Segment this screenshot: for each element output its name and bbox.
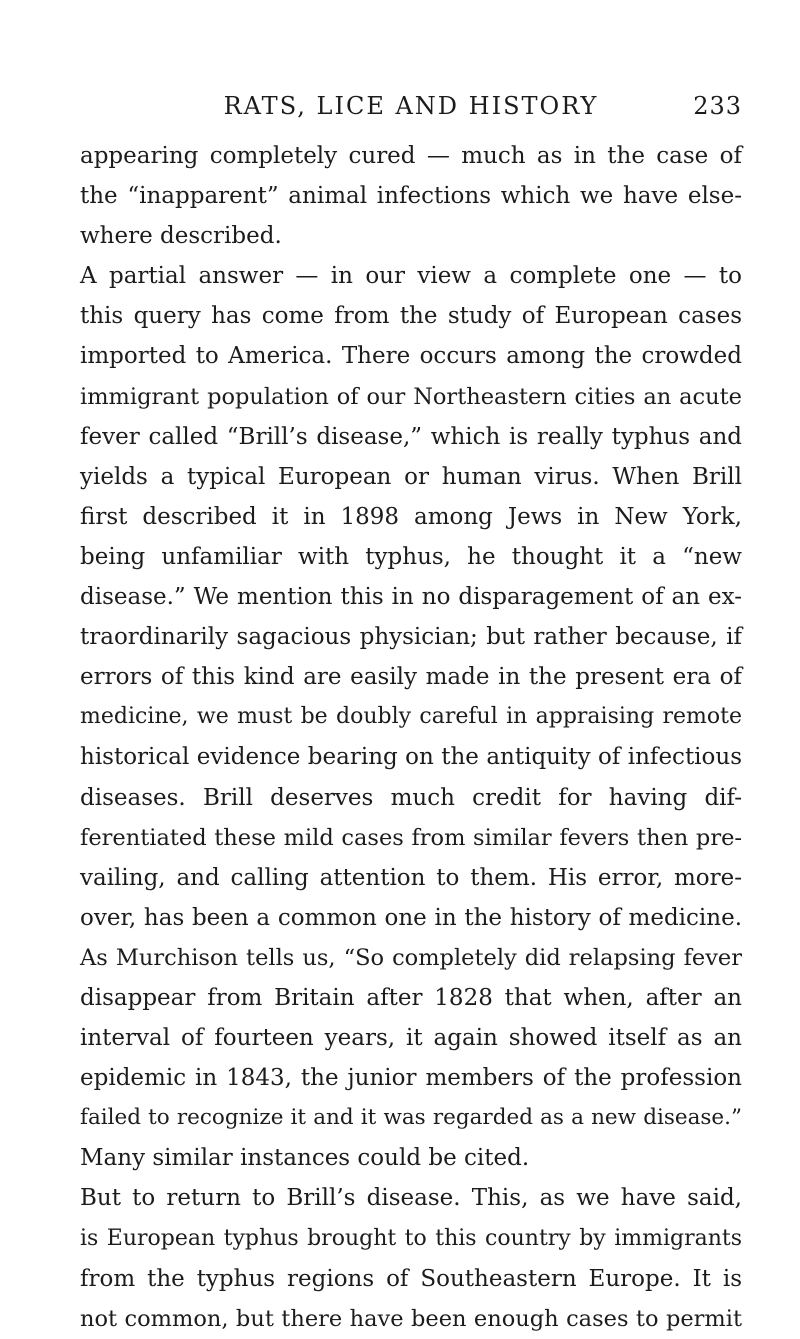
text-line: yields a typical European or human virus. When Brill [80, 463, 742, 490]
running-head [80, 92, 742, 132]
text-line: over, has been a common one in the history of medicine. [80, 904, 742, 931]
text-line: diseases. Brill deserves much credit for having dif- [80, 784, 742, 811]
text-line: where described. [80, 223, 282, 250]
text-line: As Murchison tells us, “So completely did relapsing fever [80, 944, 742, 971]
text-line: medicine, we must be doubly careful in appraising remote [80, 704, 742, 730]
text-line: not common, but there have been enough cases to permit [80, 1305, 742, 1332]
text-line: But to return to Brill’s disease. This, as we have said, [80, 1185, 742, 1212]
text-line: historical evidence bearing on the antiquity of infectious [80, 744, 742, 771]
text-line: disease.” We mention this in no disparagement of an ex- [80, 584, 742, 611]
text-line: this query has come from the study of European cases [80, 303, 742, 330]
text-line: traordinarily sagacious physician; but rather because, if [80, 624, 742, 651]
text-line: vailing, and calling attention to them. His error, more- [80, 864, 742, 891]
text-line: disappear from Britain after 1828 that when, after an [80, 984, 742, 1011]
body-text [80, 136, 742, 1339]
text-line: errors of this kind are easily made in the present era of [80, 664, 742, 691]
text-line: interval of fourteen years, it again showed itself as an [80, 1025, 742, 1052]
page-number: 233 [693, 92, 742, 120]
text-line: first described it in 1898 among Jews in New York, [80, 503, 742, 530]
text-line: imported to America. There occurs among the crowded [80, 343, 742, 370]
text-line: immigrant population of our Northeastern cities an acute [80, 383, 742, 410]
text-line: fever called “Brill’s disease,” which is really typhus and [80, 423, 742, 450]
text-line: ferentiated these mild cases from similar fevers then pre- [80, 824, 742, 851]
text-line: A partial answer — in our view a complete one — to [80, 263, 742, 290]
text-line: Many similar instances could be cited. [80, 1145, 530, 1172]
text-line: epidemic in 1843, the junior members of the profession [80, 1065, 742, 1092]
running-title: RATS, LICE AND HISTORY [223, 92, 599, 120]
text-line: failed to recognize it and it was regarded as a new disease.” [80, 1105, 742, 1131]
text-line: from the typhus regions of Southeastern Europe. It is [80, 1265, 742, 1292]
text-line: being unfamiliar with typhus, he thought it a “new [80, 543, 742, 570]
text-line: appearing completely cured — much as in the case of [80, 143, 742, 169]
text-line: the “inapparent” animal infections which we have else- [80, 183, 742, 210]
text-line: is European typhus brought to this country by immigrants [80, 1225, 742, 1251]
